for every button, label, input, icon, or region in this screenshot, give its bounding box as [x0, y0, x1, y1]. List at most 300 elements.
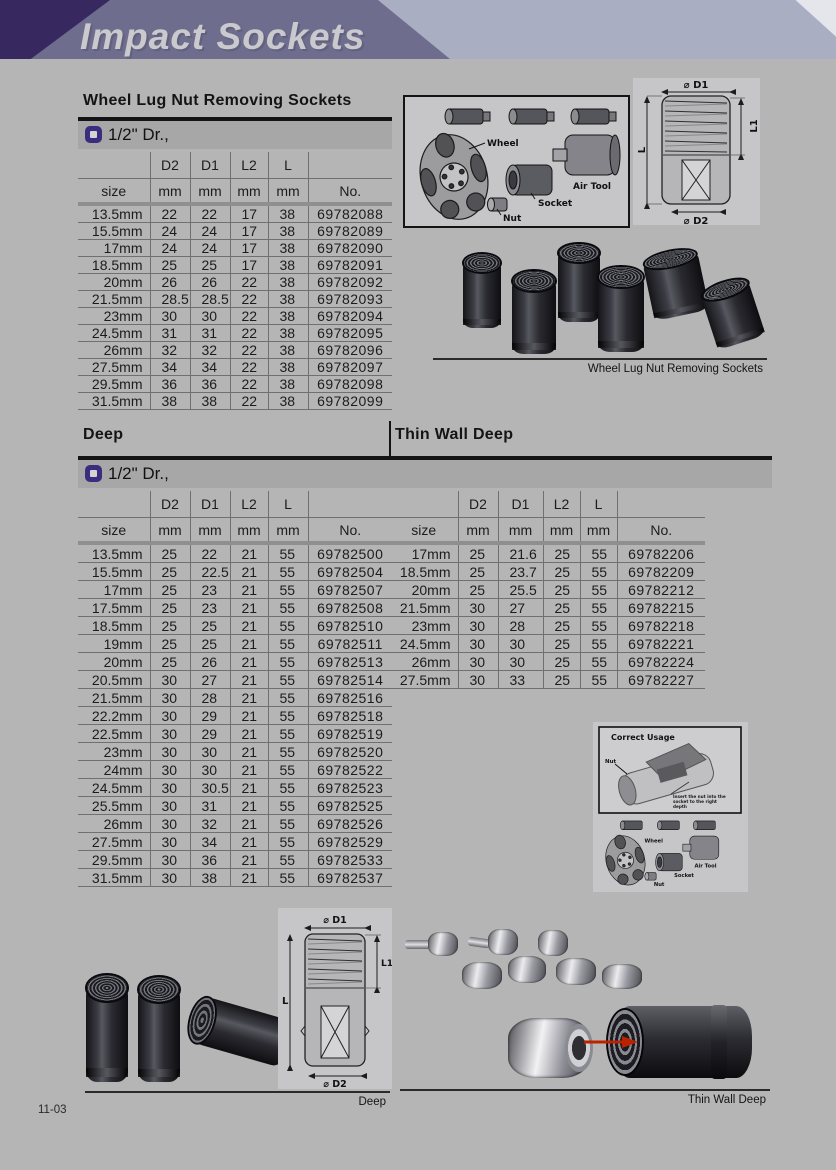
dim-l1-label: L1: [381, 959, 392, 969]
table-cell: 21.5mm: [78, 689, 150, 707]
square-drive-icon: [85, 465, 102, 482]
table-cell: 30.5: [190, 779, 230, 797]
dim-d1-label: ⌀ D1: [683, 80, 709, 91]
table-cell: 55: [580, 581, 617, 599]
table-cell: 21: [230, 851, 268, 869]
dim-d1-label: ⌀ D1: [323, 915, 347, 926]
section2-thin-heading: Thin Wall Deep: [395, 426, 514, 443]
table-cell: 30: [150, 671, 190, 689]
table-cell: 55: [268, 815, 308, 833]
table-cell: 25: [150, 543, 190, 563]
table-cell: 55: [268, 707, 308, 725]
table-cell: 23: [190, 581, 230, 599]
deep-caption: Deep: [358, 1096, 386, 1108]
dim-l-label: L: [637, 146, 648, 154]
chrome-lug-nut-photo: [508, 1018, 590, 1078]
table-cell: 29: [190, 725, 230, 743]
table-row: [78, 204, 392, 223]
col-header: mm: [458, 518, 498, 544]
table-cell: 30: [150, 797, 190, 815]
col-header: [78, 152, 150, 179]
table-cell: 25: [543, 671, 580, 689]
thin-wall-deep-table: [390, 491, 705, 689]
table-row: [78, 635, 392, 653]
table-cell: 34: [190, 833, 230, 851]
table-cell: 69782533: [308, 851, 392, 869]
section1-drive-bar: [78, 121, 392, 149]
table-row: [78, 653, 392, 671]
table-cell: 69782095: [308, 325, 392, 342]
table-cell: 25: [150, 581, 190, 599]
deep-socket-photo: [86, 984, 128, 1082]
col-header: D2: [150, 491, 190, 518]
table-cell: 69782206: [617, 543, 705, 563]
col-header: D2: [458, 491, 498, 518]
table-cell: 21: [230, 815, 268, 833]
table-cell: 69782092: [308, 274, 392, 291]
table-cell: 55: [580, 653, 617, 671]
table-cell: 55: [268, 617, 308, 635]
table-cell: 30: [458, 617, 498, 635]
table-cell: 30: [150, 761, 190, 779]
table-header: [78, 491, 392, 543]
table-row: [390, 635, 705, 653]
table-cell: 69782520: [308, 743, 392, 761]
table-cell: 25: [458, 581, 498, 599]
table-cell: 55: [268, 543, 308, 563]
table-cell: 22: [230, 376, 268, 393]
table-cell: 21: [230, 833, 268, 851]
table-cell: 69782510: [308, 617, 392, 635]
table-cell: 69782516: [308, 689, 392, 707]
table-cell: 13.5mm: [78, 204, 150, 223]
table-cell: 69782500: [308, 543, 392, 563]
table-cell: 69782518: [308, 707, 392, 725]
dimension-diagram-panel: [633, 78, 760, 225]
table-cell: 21.5mm: [390, 599, 458, 617]
table-cell: 21: [230, 797, 268, 815]
table-cell: 30: [190, 308, 230, 325]
table-cell: 55: [580, 671, 617, 689]
table-cell: 27: [190, 671, 230, 689]
lug-nut-photo: [462, 962, 502, 989]
table-cell: 55: [580, 599, 617, 617]
table-cell: 24.5mm: [390, 635, 458, 653]
table-cell: 36: [190, 851, 230, 869]
table-cell: 38: [150, 393, 190, 410]
table-cell: 26mm: [78, 815, 150, 833]
table-cell: 17: [230, 204, 268, 223]
col-header: [617, 491, 705, 518]
lug-nut-photo: [538, 930, 568, 956]
table-cell: 17mm: [78, 240, 150, 257]
table-cell: 69782227: [617, 671, 705, 689]
table-cell: 32: [190, 815, 230, 833]
table-cell: 26mm: [78, 342, 150, 359]
table-row: [78, 779, 392, 797]
socket-photo: [700, 280, 765, 351]
table-cell: 69782519: [308, 725, 392, 743]
table-cell: 21: [230, 671, 268, 689]
table-cell: 25: [190, 635, 230, 653]
table-header: [78, 152, 392, 204]
assembly-diagram-panel: [403, 95, 630, 228]
table-cell: 30: [190, 761, 230, 779]
table-cell: 21.6: [498, 543, 543, 563]
dim-d2-label: ⌀ D2: [323, 1079, 347, 1089]
table-row: [78, 543, 392, 563]
table-row: [78, 563, 392, 581]
col-header: No.: [308, 179, 392, 205]
table-cell: 30: [458, 671, 498, 689]
table-cell: 23mm: [78, 308, 150, 325]
table-cell: 30: [458, 599, 498, 617]
col-header: mm: [190, 179, 230, 205]
table-cell: 69782522: [308, 761, 392, 779]
table-cell: 15.5mm: [78, 223, 150, 240]
table-cell: 55: [580, 563, 617, 581]
table-cell: 21: [230, 653, 268, 671]
table-cell: 22: [230, 291, 268, 308]
photo1-caption: Wheel Lug Nut Removing Sockets: [587, 363, 763, 375]
col-header: mm: [190, 518, 230, 544]
table-cell: 30: [150, 779, 190, 797]
table-cell: 31: [150, 325, 190, 342]
table-cell: 30: [150, 743, 190, 761]
table-cell: 69782098: [308, 376, 392, 393]
correct-usage-note: depth: [673, 804, 687, 809]
table-cell: 55: [268, 635, 308, 653]
table-cell: 25: [543, 581, 580, 599]
table-row: [390, 563, 705, 581]
table-cell: 26: [150, 274, 190, 291]
table-cell: 69782514: [308, 671, 392, 689]
lug-bolt-photo: [428, 932, 458, 956]
table-cell: 28: [498, 617, 543, 635]
table-cell: 22: [230, 325, 268, 342]
socket-photo: [463, 260, 501, 328]
table-cell: 22: [230, 308, 268, 325]
table-row: [78, 376, 392, 393]
section2-drive-bar: [78, 460, 772, 488]
square-drive-icon: [85, 126, 102, 143]
col-header: [78, 491, 150, 518]
table-cell: 28.5: [190, 291, 230, 308]
table-cell: 69782507: [308, 581, 392, 599]
col-header: L: [268, 152, 308, 179]
table-row: [78, 223, 392, 240]
table-row: [390, 543, 705, 563]
table-cell: 23.7: [498, 563, 543, 581]
col-header: [308, 152, 392, 179]
table-cell: 26: [190, 274, 230, 291]
table-cell: 25.5mm: [78, 797, 150, 815]
table-cell: 13.5mm: [78, 543, 150, 563]
table-row: [78, 359, 392, 376]
correct-usage-panel: [593, 722, 748, 892]
wheel-lug-table: [78, 152, 392, 410]
table-cell: 38: [268, 342, 308, 359]
table-cell: 20mm: [390, 581, 458, 599]
table-cell: 69782088: [308, 204, 392, 223]
table-cell: 32: [190, 342, 230, 359]
socket-photo: [558, 250, 600, 322]
table-cell: 30: [150, 833, 190, 851]
table-cell: 24: [190, 240, 230, 257]
assembly-socket-label: Socket: [538, 199, 573, 209]
col-header: D1: [190, 152, 230, 179]
table-cell: 55: [268, 599, 308, 617]
table-cell: 26: [190, 653, 230, 671]
table-cell: 69782529: [308, 833, 392, 851]
dim-d2-label: ⌀ D2: [683, 216, 709, 225]
table-cell: 69782526: [308, 815, 392, 833]
col-header: mm: [543, 518, 580, 544]
table-cell: 25.5: [498, 581, 543, 599]
col-header: mm: [230, 179, 268, 205]
table-cell: 28.5: [150, 291, 190, 308]
table-cell: 21: [230, 563, 268, 581]
table-row: [78, 325, 392, 342]
table-cell: 30: [150, 308, 190, 325]
table-cell: 69782091: [308, 257, 392, 274]
thin-caption: Thin Wall Deep: [687, 1094, 766, 1106]
thin-rule: [400, 1089, 770, 1091]
table-cell: 25: [190, 257, 230, 274]
table-cell: 38: [268, 274, 308, 291]
table-row: [78, 240, 392, 257]
table-header: [390, 491, 705, 543]
table-cell: 25: [150, 653, 190, 671]
table-cell: 31: [190, 325, 230, 342]
table-cell: 22: [230, 393, 268, 410]
table-cell: 21: [230, 543, 268, 563]
table-cell: 24: [190, 223, 230, 240]
table-cell: 31.5mm: [78, 393, 150, 410]
table-cell: 55: [268, 725, 308, 743]
table-cell: 30: [150, 689, 190, 707]
table-cell: 55: [268, 671, 308, 689]
correct-usage-title: Correct Usage: [611, 733, 675, 742]
table-row: [390, 581, 705, 599]
table-cell: 69782093: [308, 291, 392, 308]
col-header: L2: [230, 491, 268, 518]
table-cell: 15.5mm: [78, 563, 150, 581]
header-sliver-shape: [792, 0, 836, 59]
table-cell: 29.5mm: [78, 851, 150, 869]
table-cell: 25: [190, 617, 230, 635]
table-cell: 25: [150, 635, 190, 653]
table-cell: 55: [268, 743, 308, 761]
table-cell: 55: [268, 851, 308, 869]
table-row: [78, 707, 392, 725]
table-cell: 21: [230, 743, 268, 761]
table-cell: 19mm: [78, 635, 150, 653]
dim-l1-label: L1: [749, 119, 760, 133]
table-row: [78, 869, 392, 887]
col-header: size: [390, 518, 458, 544]
table-cell: 25: [543, 617, 580, 635]
col-header: D1: [498, 491, 543, 518]
table-cell: 34: [190, 359, 230, 376]
table-row: [78, 761, 392, 779]
table-cell: 38: [268, 325, 308, 342]
table-cell: 25: [150, 599, 190, 617]
deep-rule: [85, 1091, 390, 1093]
table-cell: 55: [580, 635, 617, 653]
table-row: [78, 833, 392, 851]
table-cell: 21: [230, 725, 268, 743]
table-cell: 21: [230, 689, 268, 707]
table-row: [78, 851, 392, 869]
table-cell: 69782090: [308, 240, 392, 257]
deep-table: [78, 491, 392, 887]
table-cell: 38: [268, 257, 308, 274]
table-cell: 69782537: [308, 869, 392, 887]
table-cell: 69782215: [617, 599, 705, 617]
table-row: [390, 599, 705, 617]
table-cell: 21: [230, 581, 268, 599]
table-cell: 26mm: [390, 653, 458, 671]
table-cell: 29.5mm: [78, 376, 150, 393]
table-cell: 17: [230, 257, 268, 274]
table-cell: 55: [268, 833, 308, 851]
table-cell: 69782504: [308, 563, 392, 581]
table-cell: 55: [268, 761, 308, 779]
col-header: size: [78, 518, 150, 544]
table-cell: 27.5mm: [78, 833, 150, 851]
table-cell: 25: [543, 635, 580, 653]
table-cell: 25: [543, 599, 580, 617]
table-cell: 55: [268, 653, 308, 671]
table-cell: 38: [268, 204, 308, 223]
table-row: [78, 342, 392, 359]
table-cell: 69782523: [308, 779, 392, 797]
table-cell: 22.5mm: [78, 725, 150, 743]
table-cell: 27.5mm: [390, 671, 458, 689]
assembly-wheel-label: Wheel: [644, 838, 663, 845]
table-cell: 25: [150, 617, 190, 635]
table-cell: 38: [190, 393, 230, 410]
table-cell: 17mm: [390, 543, 458, 563]
table-cell: 29: [190, 707, 230, 725]
table-cell: 30: [150, 815, 190, 833]
table-cell: 38: [268, 308, 308, 325]
table-cell: 18.5mm: [78, 617, 150, 635]
table-cell: 30: [150, 707, 190, 725]
assembly-wheel-label: Wheel: [487, 139, 519, 149]
table-cell: 55: [580, 617, 617, 635]
lug-nut-photo: [508, 956, 546, 983]
col-header: mm: [268, 179, 308, 205]
table-cell: 24.5mm: [78, 779, 150, 797]
table-cell: 69782221: [617, 635, 705, 653]
table-cell: 23mm: [78, 743, 150, 761]
table-cell: 21: [230, 599, 268, 617]
table-cell: 24mm: [78, 761, 150, 779]
correct-usage-diagram: [593, 722, 748, 818]
table-cell: 25: [150, 563, 190, 581]
table-cell: 22: [190, 543, 230, 563]
table-cell: 69782097: [308, 359, 392, 376]
table-cell: 30: [458, 635, 498, 653]
table-cell: 21: [230, 635, 268, 653]
table-cell: 69782525: [308, 797, 392, 815]
table-row: [78, 725, 392, 743]
table-cell: 21: [230, 779, 268, 797]
table-cell: 28: [190, 689, 230, 707]
col-header: L2: [543, 491, 580, 518]
table-cell: 22.2mm: [78, 707, 150, 725]
table-cell: 18.5mm: [78, 257, 150, 274]
col-header: mm: [230, 518, 268, 544]
table-cell: 38: [268, 393, 308, 410]
table-row: [78, 274, 392, 291]
table-cell: 30: [190, 743, 230, 761]
table-cell: 25: [458, 543, 498, 563]
table-cell: 33: [498, 671, 543, 689]
table-cell: 21: [230, 869, 268, 887]
table-row: [78, 689, 392, 707]
table-row: [390, 653, 705, 671]
table-row: [78, 743, 392, 761]
table-row: [78, 797, 392, 815]
table-cell: 30: [498, 653, 543, 671]
table-cell: 17mm: [78, 581, 150, 599]
table-cell: 30: [458, 653, 498, 671]
col-header: [390, 491, 458, 518]
section1-heading: Wheel Lug Nut Removing Sockets: [83, 92, 352, 109]
table-cell: 69782218: [617, 617, 705, 635]
table-cell: 69782508: [308, 599, 392, 617]
col-header: mm: [580, 518, 617, 544]
table-cell: 69782096: [308, 342, 392, 359]
table-cell: 38: [190, 869, 230, 887]
assembly-airtool-label: Air Tool: [694, 863, 717, 870]
table-cell: 21: [230, 707, 268, 725]
table-cell: 17.5mm: [78, 599, 150, 617]
assembly-nut-label: Nut: [653, 881, 665, 888]
table-cell: 21: [230, 617, 268, 635]
table-cell: 20mm: [78, 274, 150, 291]
table-cell: 69782089: [308, 223, 392, 240]
red-arrow-icon: [584, 1034, 638, 1050]
table-row: [78, 599, 392, 617]
table-row: [78, 815, 392, 833]
table-cell: 27: [498, 599, 543, 617]
table-cell: 36: [150, 376, 190, 393]
table-cell: 38: [268, 223, 308, 240]
col-header: L: [268, 491, 308, 518]
table-cell: 55: [268, 563, 308, 581]
assembly-socket-label: Socket: [674, 873, 694, 880]
deep-dimension-panel: [278, 908, 392, 1089]
table-cell: 32: [150, 342, 190, 359]
table-cell: 69782099: [308, 393, 392, 410]
table-cell: 24: [150, 223, 190, 240]
col-header: L: [580, 491, 617, 518]
table-row: [390, 617, 705, 635]
drive-size-label: 1/2" Dr.,: [108, 125, 169, 144]
table-cell: 25: [458, 563, 498, 581]
col-header: mm: [150, 518, 190, 544]
deep-socket-photo: [138, 986, 180, 1082]
col-header: No.: [617, 518, 705, 544]
lug-nut-photo: [556, 958, 596, 985]
table-cell: 55: [268, 581, 308, 599]
table-cell: 30: [150, 851, 190, 869]
col-header: mm: [268, 518, 308, 544]
